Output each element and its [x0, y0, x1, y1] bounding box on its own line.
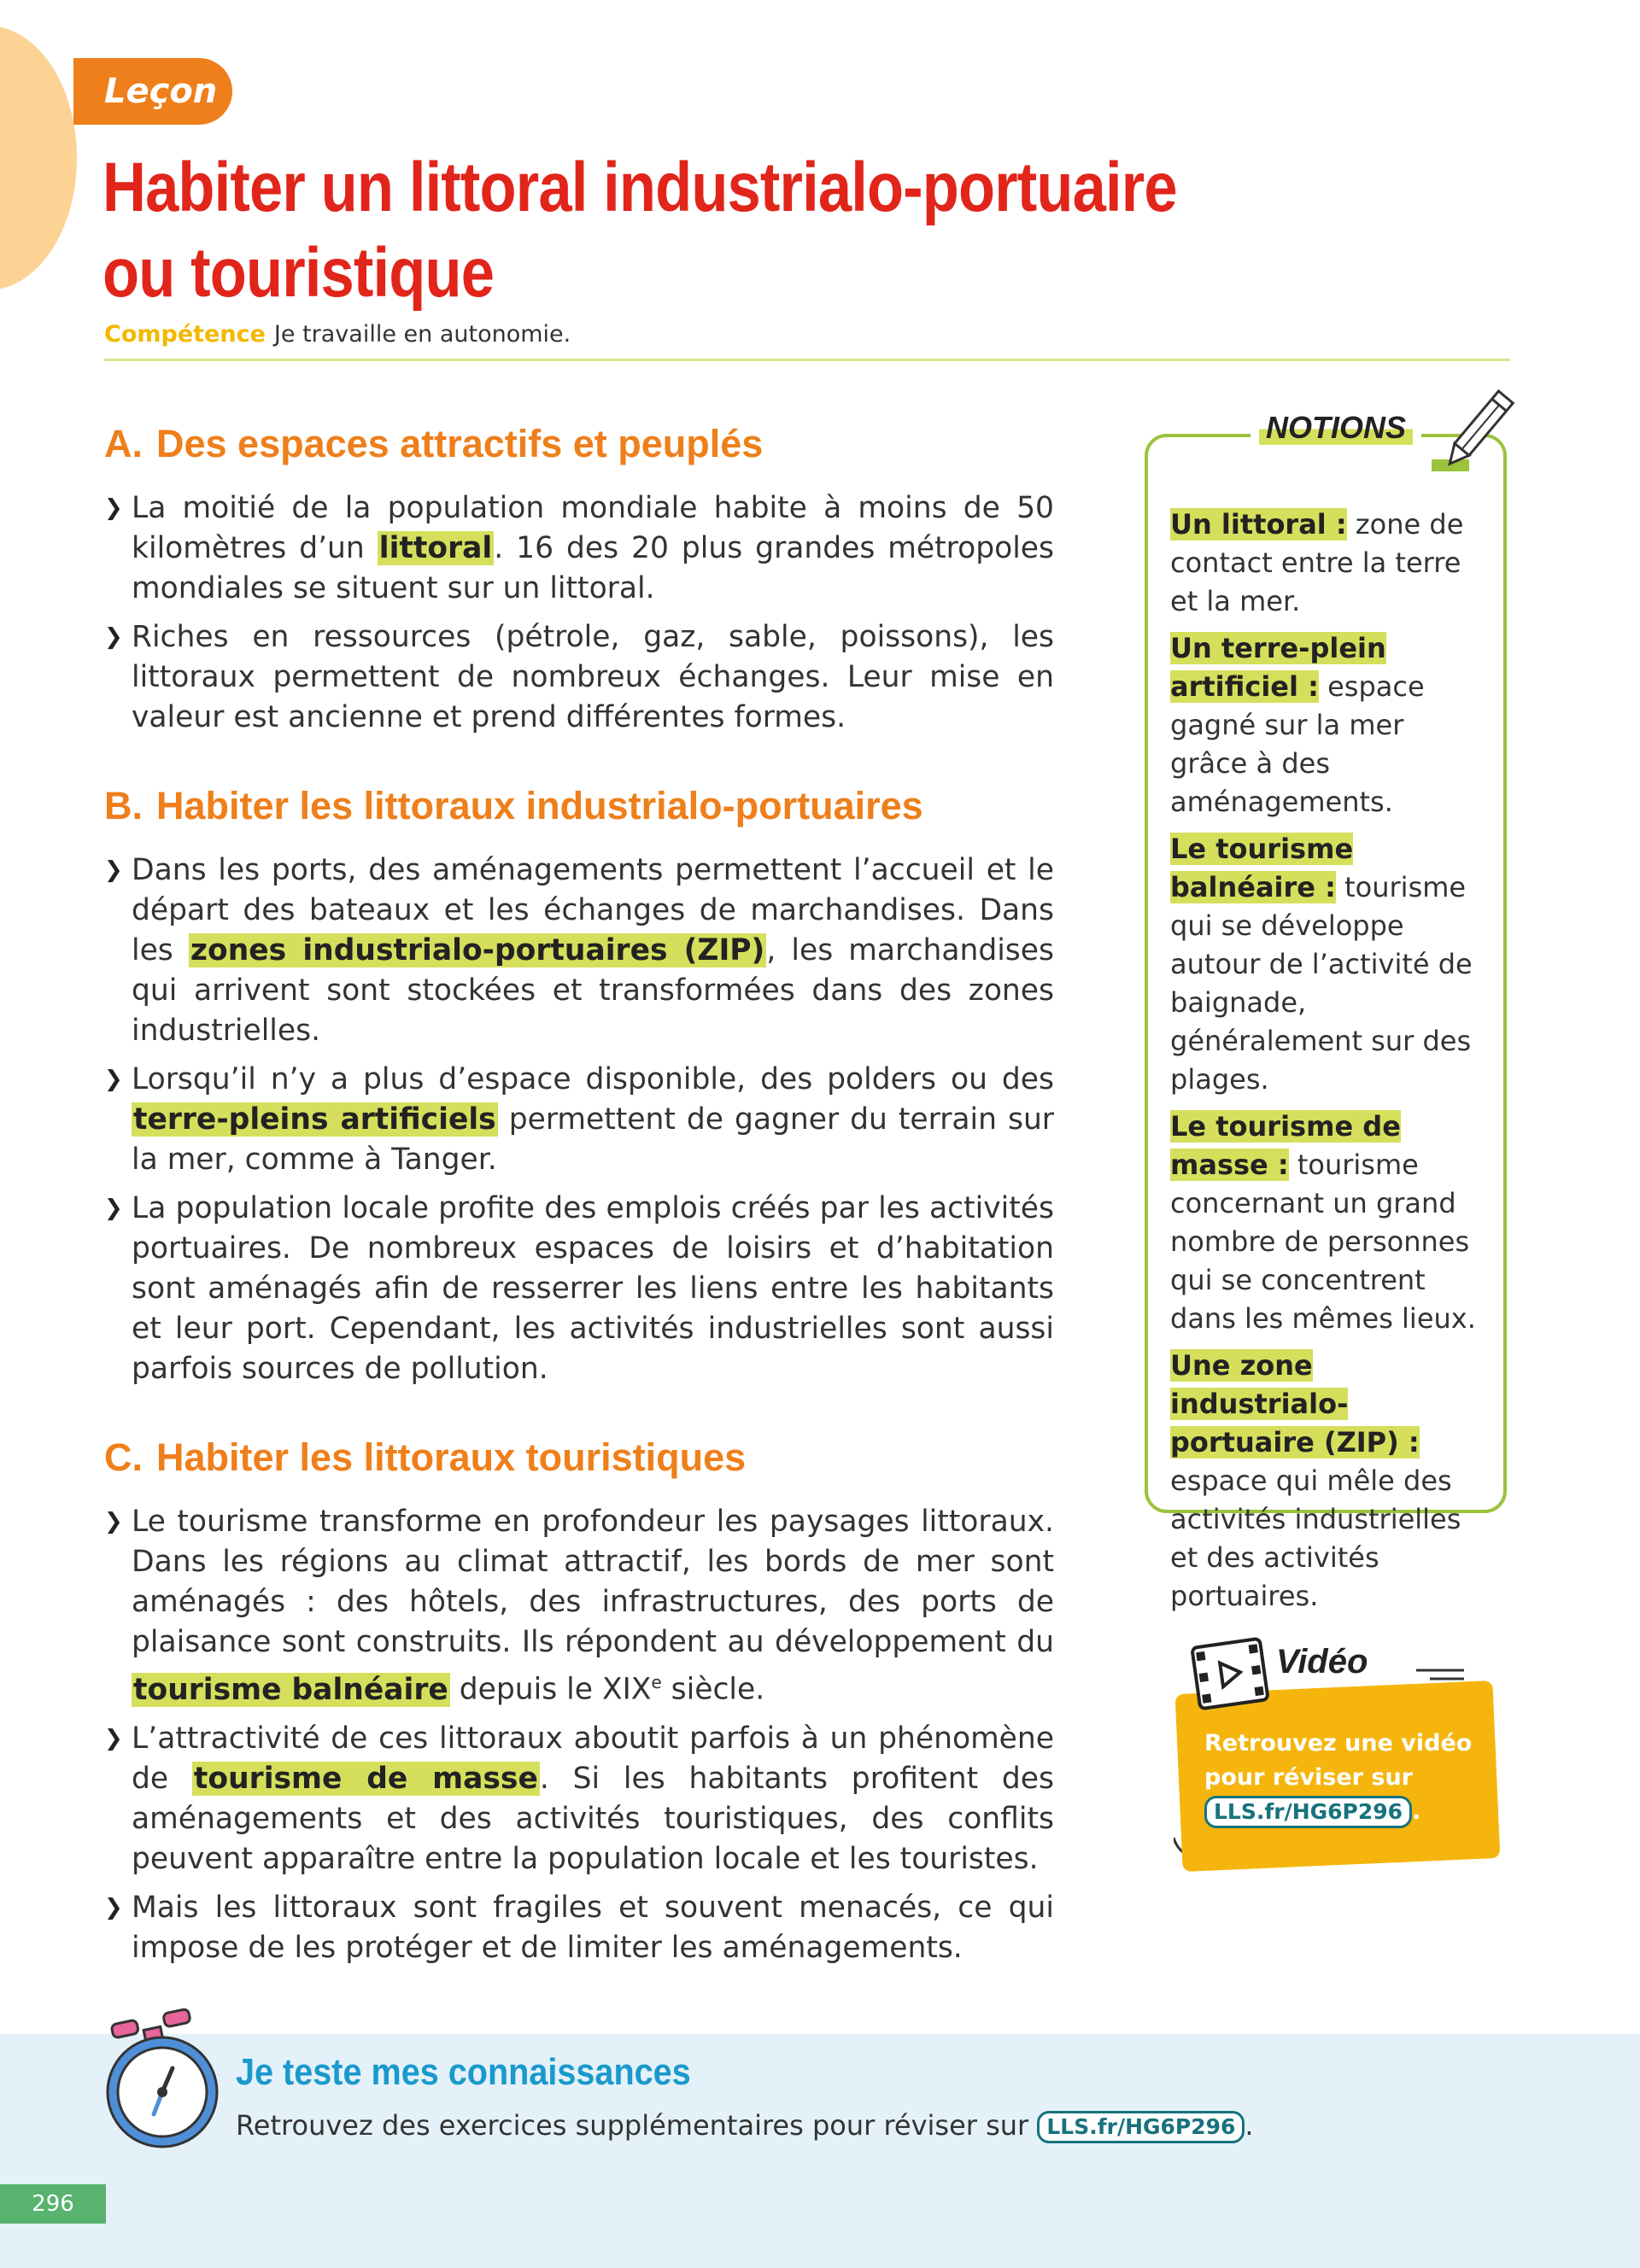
section-title: A. Des espaces attractifs et peuplés — [104, 422, 764, 465]
stopwatch-icon — [101, 2008, 229, 2154]
keyword-highlight: terre-pleins artificiels — [133, 1102, 496, 1137]
bullet-list — [104, 488, 1054, 738]
page-title-line-1: Habiter un littoral industrialo-portuaire — [102, 149, 1177, 226]
bullet-item: ❯ Lorsqu’il n’y a plus d’espace disponible, des polders ou des terre-pleins artificiels permettent de gagner du terrain sur la mer, comme à Tanger. — [104, 1060, 1054, 1180]
bullet-item: ❯ Dans les ports, des aménagements permettent l’accueil et le départ des bateaux et les échanges de marchandises. Dans les zones industrialo-portuaires (ZIP), les marchandises qui arrivent sont stockées et transformées dans des zones industrielles. — [104, 850, 1054, 1051]
section-a — [104, 417, 1054, 738]
bullet-item: ❯ La moitié de la population mondiale habite à moins de 50 kilomètres d’un littoral. 16 des 20 plus grandes métropoles mondiales se situent sur un littoral. — [104, 488, 1054, 609]
page-title — [102, 145, 1204, 316]
notions-title: NOTIONS — [1250, 410, 1421, 446]
bullet-item: ❯ Mais les littoraux sont fragiles et souvent menacés, ce qui impose de les protéger et de limiter les aménagements. — [104, 1888, 1054, 1968]
notion-item: Le tourisme balnéaire : tourisme qui se développe autour de l’activité de baignade, généralement sur des plages. — [1170, 833, 1473, 1096]
quiz-text: Retrouvez des exercices supplémentaires pour réviser sur LLS.fr/HG6P296 . — [236, 2109, 1254, 2142]
page-title-line-2: ou touristique — [102, 234, 495, 312]
video-text: Retrouvez une vidéo pour réviser sur LLS.fr/HG6P296 . — [1204, 1727, 1478, 1829]
video-link[interactable]: LLS.fr/HG6P296 — [1204, 1796, 1412, 1828]
quiz-link[interactable]: LLS.fr/HG6P296 — [1037, 2111, 1245, 2143]
decorative-circle — [0, 26, 77, 290]
quiz-title: Je teste mes connaissances — [236, 2051, 691, 2093]
notion-term: Le tourisme de masse : — [1170, 1110, 1401, 1181]
video-title: Vidéo — [1276, 1643, 1368, 1681]
notion-item: Un littoral : zone de contact entre la terre et la mer. — [1170, 508, 1464, 617]
competence — [104, 321, 571, 348]
competence-label: Compétence — [104, 321, 266, 348]
notion-item: Le tourisme de masse : tourisme concernant un grand nombre de personnes qui se concentrent dans les mêmes lieux. — [1170, 1110, 1476, 1335]
bullet-list — [104, 1502, 1054, 1968]
keyword-highlight: littoral — [378, 531, 493, 565]
video-card[interactable] — [1174, 1633, 1498, 1865]
notion-term: Le tourisme balnéaire : — [1170, 833, 1354, 903]
keyword-highlight: zones industrialo-portuaires (ZIP) — [190, 933, 765, 967]
notion-term: Un terre-plein artificiel : — [1170, 632, 1386, 703]
section-c — [104, 1430, 1054, 1968]
bullet-item: ❯ L’attractivité de ces littoraux aboutit parfois à un phénomène de tourisme de masse. Si les habitants profitent des aménagements et des activités touristiques, des conflits peuvent apparaître entre la population locale et les touristes. — [104, 1719, 1054, 1879]
bullet-item: ❯ Le tourisme transforme en profondeur les paysages littoraux. Dans les régions au climat attractif, les bords de mer sont aménagés : des hôtels, des infrastructures, des ports de plaisance sont construits. Ils répondent au développement du tourisme balnéaire depuis le XIXe siècle. — [104, 1502, 1054, 1710]
section-title: B. Habiter les littoraux industrialo-portuaires — [104, 784, 923, 827]
notion-item: Un terre-plein artificiel : espace gagné sur la mer grâce à des aménagements. — [1170, 632, 1425, 818]
notion-term: Une zone industrialo-portuaire (ZIP) : — [1170, 1349, 1420, 1458]
bullet-item: ❯ La population locale profite des emplois créés par les activités portuaires. De nombreux espaces de loisirs et d’habitation sont aménagés afin de resserrer les liens entre les habitants et leur port. Cependant, les activités industrielles sont aussi parfois sources de pollution. — [104, 1189, 1054, 1389]
section-b — [104, 779, 1054, 1389]
notions-box — [1145, 410, 1507, 1612]
competence-text: Je travaille en autonomie. — [273, 321, 571, 348]
film-icon — [1187, 1633, 1273, 1715]
lesson-tag: Leçon — [73, 58, 232, 125]
bullet-item: ❯ Riches en ressources (pétrole, gaz, sable, poissons), les littoraux permettent de nombreux échanges. Leur mise en valeur est ancienne et prend différentes formes. — [104, 617, 1054, 738]
page-number: 296 — [0, 2184, 106, 2224]
lesson-content — [104, 417, 1054, 2009]
keyword-highlight: tourisme balnéaire — [133, 1672, 448, 1707]
bullet-list — [104, 850, 1054, 1389]
notion-item: Une zone industrialo-portuaire (ZIP) : espace qui mêle des activités industrielles et des activités portuaires. — [1170, 1349, 1461, 1612]
pencil-icon — [1425, 384, 1519, 487]
notion-term: Un littoral : — [1170, 508, 1347, 541]
keyword-highlight: tourisme de masse — [193, 1761, 538, 1796]
title-divider — [104, 359, 1510, 361]
section-title: C. Habiter les littoraux touristiques — [104, 1435, 747, 1479]
